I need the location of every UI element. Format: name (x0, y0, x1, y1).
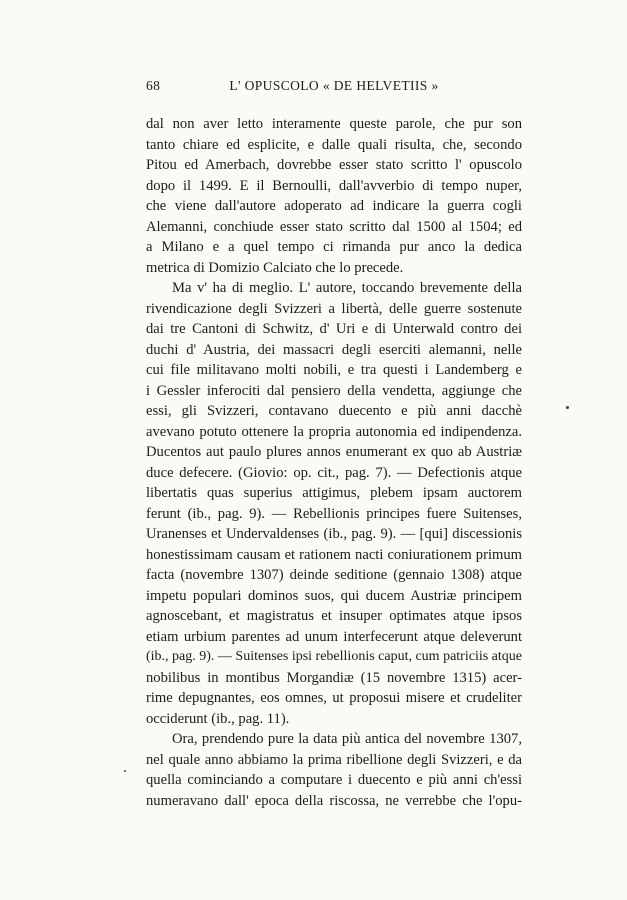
page-number: 68 (146, 78, 161, 93)
text-line: dopo il 1499. E il Bernoulli, dall'avverbio di tempo nuper, (146, 177, 522, 194)
text-line: duchi d' Austria, dei massacri degli eserciti alemanni, nelle (146, 341, 522, 358)
text-line: facta (novembre 1307) deinde seditione (gennaio 1308) atque (146, 567, 522, 583)
text-line: impetu populari dominos suos, qui ducem Austriæ principem (146, 587, 522, 604)
text-line: libertatis quas superius attigimus, plebem ipsam auctorem (146, 485, 522, 501)
scan-speck (566, 406, 569, 409)
text-line: Uranenses et Undervaldenses (ib., pag. 9). — [qui] discessionis (146, 526, 522, 542)
text-line: tanto chiare ed esplicite, e dalle quali risulta, che, secondo (146, 136, 522, 153)
running-title: L' OPUSCOLO « DE HELVETIIS » (229, 78, 439, 93)
text-line: che viene dall'autore adoperato ad indicare la guerra cogli (146, 198, 522, 214)
text-line: agnoscebant, et magistratus et insuper optimates atque ipsos (146, 608, 522, 624)
text-line: avevano potuto ottenere la propria autonomia ed indipendenza. (146, 423, 522, 440)
paragraph (146, 278, 522, 729)
text-line: Ducentos aut paulo plures annos enumerant ex quo ab Austriæ (146, 444, 522, 460)
scan-speck (124, 770, 126, 772)
text-line: numeravano dall' epoca della riscossa, ne verrebbe che l'opu- (146, 792, 522, 809)
text-line: (ib., pag. 9). — Suitenses ipsi rebellionis caput, cum patriciis atque (146, 649, 522, 664)
text-line: Ma v' ha di meglio. L' autore, toccando brevemente della (172, 280, 522, 296)
text-line: nobilibus in montibus Morgandiæ (15 novembre 1315) acer- (146, 669, 522, 686)
text-line: dal non aver letto interamente queste parole, che pur son (146, 116, 522, 132)
text-line: ferunt (ib., pag. 9). — Rebellionis principes fuere Suitenses, (146, 505, 522, 522)
text-line: duce defecere. (Giovio: op. cit., pag. 7). — Defectionis atque (146, 464, 522, 481)
text-line: Ora, prendendo pure la data più antica del novembre 1307, (172, 731, 522, 747)
text-line: Pitou ed Amerbach, dovrebbe esser stato scritto l' opuscolo (146, 157, 522, 173)
text-line: rime depugnantes, eos omnes, ut proposui misere et crudeliter (146, 690, 522, 706)
text-line: quella cominciando a computare i duecento e più anni ch'essi (146, 772, 522, 788)
text-line: cui file militavano molti nobili, e tra questi i Landemberg e (146, 362, 522, 378)
text-line: occiderunt (ib., pag. 11). (146, 710, 290, 727)
text-line: a Milano e a quel tempo ci rimanda pur anco la dedica (146, 239, 522, 255)
paragraph (146, 114, 522, 278)
text-line: i Gessler inferociti dal pensiero della vendetta, aggiunge che (146, 382, 522, 399)
text-line: essi, gli Svizzeri, contavano duecento e più anni dacchè (146, 403, 522, 419)
text-line: Alemanni, conchiude esser stato scritto dal 1500 al 1504; ed (146, 218, 522, 235)
text-line: etiam urbium parentes ad unum interfecerunt atque deleverunt (146, 628, 522, 645)
text-line: dai tre Cantoni di Schwitz, d' Uri e di Unterwald contro dei (146, 321, 522, 337)
text-line: honestissimam causam et rationem nacti coniurationem primum (146, 546, 522, 563)
page-header (146, 78, 522, 98)
text-line: nel quale anno abbiamo la prima ribellione degli Svizzeri, e da (146, 751, 522, 768)
paragraph (146, 729, 522, 811)
text-line: metrica di Domizio Calciato che lo precede. (146, 259, 404, 276)
text-line: rivendicazione degli Svizzeri a libertà, delle guerre sostenute (146, 300, 522, 317)
body-text (146, 114, 522, 811)
